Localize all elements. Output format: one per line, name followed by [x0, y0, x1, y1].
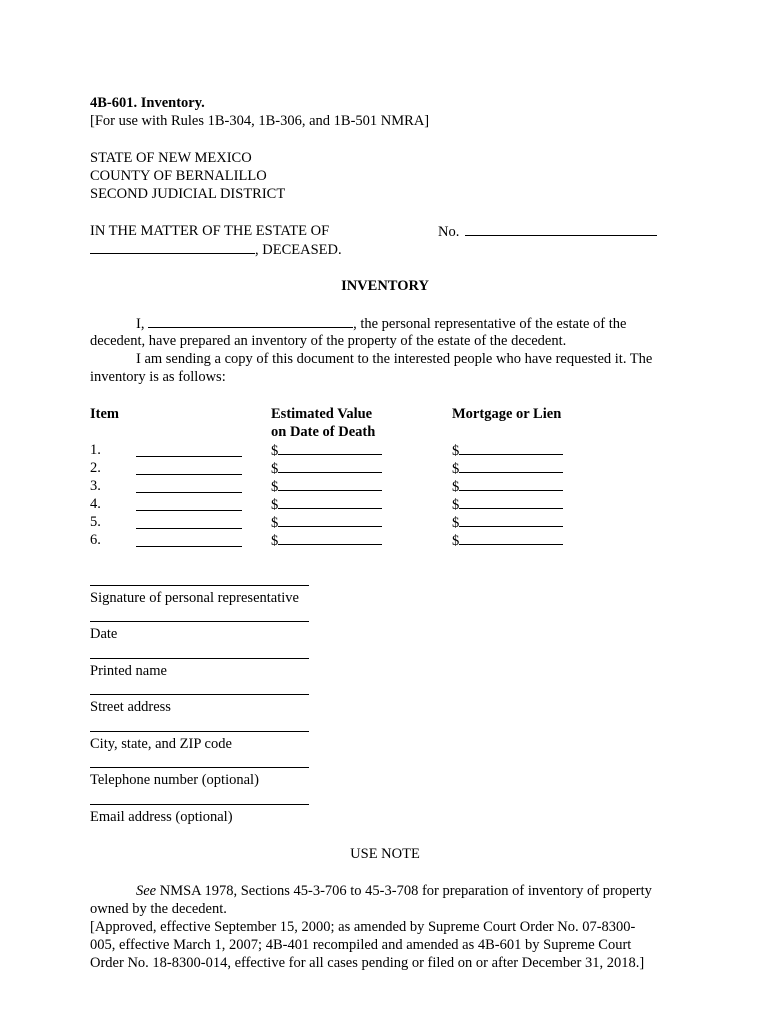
- signature-field-label: Date: [90, 626, 118, 642]
- para1-line2: decedent, have prepared an inventory of the property of the estate of the decedent.: [90, 333, 567, 349]
- inventory-row: [90, 459, 690, 477]
- signature-field-label: Email address (optional): [90, 809, 233, 825]
- use-note-see: See: [136, 883, 157, 899]
- estimated-value-cell: [271, 513, 382, 532]
- matter-label: IN THE MATTER OF THE ESTATE OF: [90, 223, 330, 239]
- estimated-value-cell: [271, 531, 382, 550]
- history-line3: Order No. 18-8300-014, effective for all cases pending or filed on or after December 31, 2018.]: [90, 955, 645, 971]
- item-description-blank[interactable]: [136, 474, 242, 475]
- lien-currency: $: [452, 443, 460, 459]
- value-currency: $: [271, 443, 279, 459]
- court-state: STATE OF NEW MEXICO: [90, 150, 252, 166]
- lien-header: Mortgage or Lien: [452, 406, 562, 422]
- row-number: 6.: [90, 532, 101, 548]
- para1-prefix: I,: [136, 316, 145, 332]
- estimated-value-blank[interactable]: [278, 495, 382, 509]
- lien-cell: [452, 441, 563, 460]
- estimated-value-cell: [271, 459, 382, 478]
- para2-line1: I am sending a copy of this document to the interested people who have requested it. The: [136, 351, 653, 367]
- value-header-line1: Estimated Value: [271, 406, 373, 422]
- decedent-name-blank[interactable]: [90, 240, 255, 254]
- estimated-value-blank[interactable]: [278, 513, 382, 527]
- value-header-line2: on Date of Death: [271, 424, 376, 440]
- estimated-value-blank[interactable]: [278, 477, 382, 491]
- use-note-heading: USE NOTE: [350, 846, 420, 862]
- estimated-value-cell: [271, 477, 382, 496]
- lien-cell: [452, 495, 563, 514]
- case-number-blank[interactable]: [465, 222, 657, 236]
- value-currency: $: [271, 515, 279, 531]
- signature-field-line[interactable]: [90, 658, 309, 659]
- value-currency: $: [271, 461, 279, 477]
- lien-cell: [452, 477, 563, 496]
- inventory-row: [90, 531, 690, 549]
- signature-field-label: Telephone number (optional): [90, 772, 259, 788]
- lien-currency: $: [452, 479, 460, 495]
- signature-field-line[interactable]: [90, 621, 309, 622]
- estimated-value-cell: [271, 441, 382, 460]
- item-description-blank[interactable]: [136, 528, 242, 529]
- row-number: 5.: [90, 514, 101, 530]
- document-title: INVENTORY: [341, 278, 429, 294]
- form-title: 4B-601. Inventory.: [90, 95, 205, 111]
- signature-field-line[interactable]: [90, 694, 309, 695]
- value-currency: $: [271, 533, 279, 549]
- lien-cell: [452, 531, 563, 550]
- para1-suffix: , the personal representative of the estate of the: [353, 316, 627, 332]
- form-subtitle: [For use with Rules 1B-304, 1B-306, and 1B-501 NMRA]: [90, 113, 430, 129]
- inventory-row: [90, 513, 690, 531]
- signature-field-line[interactable]: [90, 731, 309, 732]
- lien-cell: [452, 459, 563, 478]
- signature-field-label: Street address: [90, 699, 171, 715]
- signature-field-label: Printed name: [90, 663, 167, 679]
- lien-value-blank[interactable]: [459, 441, 563, 455]
- deceased-line: [90, 240, 342, 259]
- history-line1: [Approved, effective September 15, 2000; as amended by Supreme Court Order No. 07-8300-: [90, 919, 636, 935]
- signature-field-line[interactable]: [90, 585, 309, 586]
- case-number-line: [438, 222, 657, 241]
- court-district: SECOND JUDICIAL DISTRICT: [90, 186, 286, 202]
- item-description-blank[interactable]: [136, 456, 242, 457]
- item-header: Item: [90, 406, 119, 422]
- representative-name-blank[interactable]: [148, 314, 353, 328]
- lien-value-blank[interactable]: [459, 495, 563, 509]
- deceased-suffix: , DECEASED.: [255, 242, 342, 258]
- case-number-label: No.: [438, 224, 460, 240]
- lien-value-blank[interactable]: [459, 513, 563, 527]
- lien-currency: $: [452, 461, 460, 477]
- lien-cell: [452, 513, 563, 532]
- use-note-line1-rest: NMSA 1978, Sections 45-3-706 to 45-3-708 for preparation of inventory of property: [156, 883, 652, 899]
- value-currency: $: [271, 479, 279, 495]
- lien-value-blank[interactable]: [459, 531, 563, 545]
- item-description-blank[interactable]: [136, 510, 242, 511]
- row-number: 2.: [90, 460, 101, 476]
- signature-field-label: Signature of personal representative: [90, 590, 299, 606]
- para2-line2: inventory is as follows:: [90, 369, 226, 385]
- estimated-value-cell: [271, 495, 382, 514]
- signature-field-line[interactable]: [90, 804, 309, 805]
- para1-line1: [136, 314, 626, 333]
- row-number: 4.: [90, 496, 101, 512]
- lien-currency: $: [452, 497, 460, 513]
- lien-value-blank[interactable]: [459, 477, 563, 491]
- inventory-row: [90, 495, 690, 513]
- estimated-value-blank[interactable]: [278, 459, 382, 473]
- court-county: COUNTY OF BERNALILLO: [90, 168, 267, 184]
- estimated-value-blank[interactable]: [278, 531, 382, 545]
- inventory-row: [90, 477, 690, 495]
- use-note-line1: [136, 882, 652, 900]
- value-currency: $: [271, 497, 279, 513]
- lien-value-blank[interactable]: [459, 459, 563, 473]
- item-description-blank[interactable]: [136, 546, 242, 547]
- lien-currency: $: [452, 515, 460, 531]
- row-number: 3.: [90, 478, 101, 494]
- signature-field-line[interactable]: [90, 767, 309, 768]
- row-number: 1.: [90, 442, 101, 458]
- estimated-value-blank[interactable]: [278, 441, 382, 455]
- item-description-blank[interactable]: [136, 492, 242, 493]
- inventory-row: [90, 441, 690, 459]
- history-line2: 005, effective March 1, 2007; 4B-401 recompiled and amended as 4B-601 by Supreme Court: [90, 937, 632, 953]
- signature-field-label: City, state, and ZIP code: [90, 736, 232, 752]
- lien-currency: $: [452, 533, 460, 549]
- use-note-line2: owned by the decedent.: [90, 901, 227, 917]
